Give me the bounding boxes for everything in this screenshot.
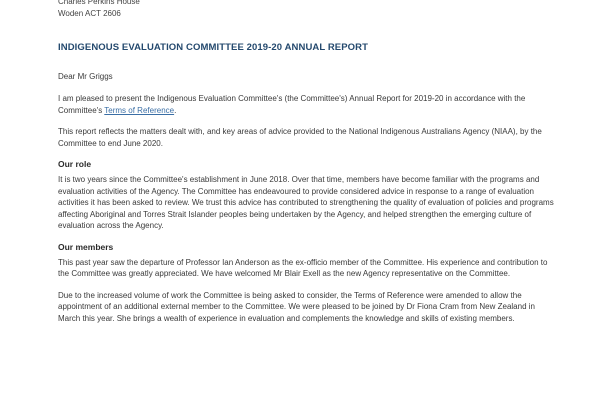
our-members-paragraph-2: Due to the increased volume of work the Committee is being asked to consider, the Terms of Reference were amended to allow the appointment of an additional external member to the Committee. We were pleased to be joined by Dr Fiona Cram from New Zealand in March this year. She brings a wealth of experience in evaluation and complements the knowledge and skills of existing members. xyxy=(58,290,535,323)
salutation: Dear Mr Griggs xyxy=(58,72,113,81)
report-title: INDIGENOUS EVALUATION COMMITTEE 2019-20 ANNUAL REPORT xyxy=(58,42,369,53)
section-heading-our-role: Our role xyxy=(58,159,92,169)
address-line-2: Woden ACT 2606 xyxy=(58,9,121,18)
intro-paragraph xyxy=(58,93,558,116)
letter-body xyxy=(58,0,558,324)
our-role-paragraph: It is two years since the Committee's establishment in June 2018. Over that time, members have become familiar with the programs and evaluation activities of the Agency. The Committee has endeavoured to provide considered advice in response to a range of evaluation activities it has been asked to review. We trust this advice has contributed to strengthening the quality of evaluation of policies and programs affecting Aboriginal and Torres Strait Islander peoples being undertaken by the Agency, and helped strengthen the emerging culture of evaluation across the Agency. xyxy=(58,175,554,230)
our-members-paragraph-1: This past year saw the departure of Professor Ian Anderson as the ex-officio member of the Committee. His experience and contribution to the Committee was greatly appreciated. We have welcomed Mr Blair Exell as the new Agency representative on the Committee. xyxy=(58,257,548,278)
address-line-1: Charles Perkins House xyxy=(58,0,140,6)
intro-text-before: I am pleased to present the Indigenous Evaluation Committee's (the Committee's) Annual Report for 2019-20 in accordance with the Committee's xyxy=(58,94,526,115)
intro-text-after: . xyxy=(174,105,177,115)
section-heading-our-members: Our members xyxy=(58,241,114,252)
summary-paragraph: This report reflects the matters dealt with, and key areas of advice provided to the National Indigenous Australians Agency (NIAA), by the Committee to end June 2020. xyxy=(58,127,542,148)
terms-of-reference-link[interactable]: Terms of Reference xyxy=(104,105,175,115)
